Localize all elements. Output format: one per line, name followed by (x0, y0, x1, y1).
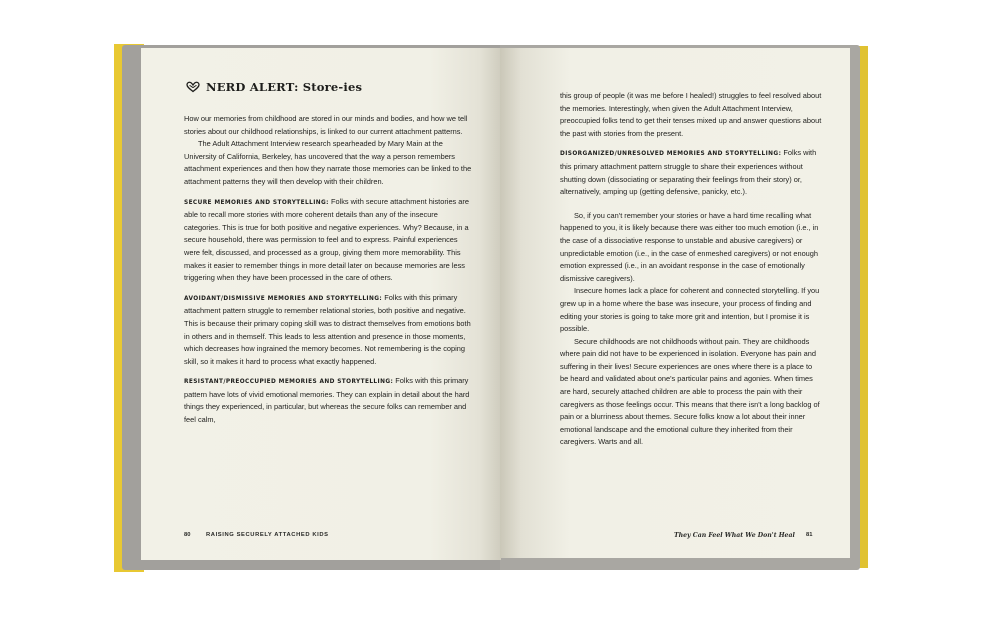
sidebar-heading (186, 80, 362, 94)
running-head-left: RAISING SECURELY ATTACHED KIDS (206, 532, 329, 538)
paragraph-resistant: RESISTANT/PREOCCUPIED MEMORIES AND STORYTELLING: Folks with this primary pattern have lots of vivid emotional memories. They can explain in detail about the hard things they experienced, in particular, but whereas the secure folks can remember and feel calm, (184, 376, 470, 425)
paragraph: So, if you can't remember your stories or have a hard time recalling what happened to you, it is likely because there was either too much emotion (i.e., in the case of a dissociative response to unstable and abusive caregivers) or unpredictable emotion (i.e., in the case of enmeshed caregivers) or not enough emotion expressed (i.e., in an avoidant response in the case of emotionally dismissive caregivers). (560, 210, 819, 283)
right-page-body (560, 90, 822, 449)
paragraph: this group of people (it was me before I healed!) struggles to feel resolved about the memories. Interestingly, when given the Adult Attachment Interview, preoccupied folks tend to get their tenses mixed up and answer questions about the past with stories from the present. (560, 91, 822, 138)
paragraph: Insecure homes lack a place for coherent and connected storytelling. If you grew up in a home where the base was insecure, your process of finding and editing your stories is going to take more grit and intention, but I promise it is possible. (560, 286, 820, 334)
paragraph-disorganized: DISORGANIZED/UNRESOLVED MEMORIES AND STORYTELLING: Folks with this primary attachment pattern struggle to share their experiences without shutting down (dissociating or separating their feelings from their story) or, alternatively, amping up (getting defensive, panicky, etc.). (560, 148, 817, 197)
paragraph: How our memories from childhood are stored in our minds and bodies, and how we tell stories about our childhood relationships, is linked to our current attachment patterns. (184, 114, 468, 136)
left-page-body (184, 113, 472, 427)
infinity-heart-icon (186, 81, 200, 93)
page-number-right: 81 (806, 532, 813, 538)
paragraph-secure: SECURE MEMORIES AND STORYTELLING: Folks with secure attachment histories are able to recall more stories with more coherent details than any of the insecure categories. This is true for both positive and negative experiences. Why? Because, in a secure household, there was permission to feel and to express. Painful experiences were felt, discussed, and processed as a group, giving them more memorability. This makes it easier to remember things in more detail later on because memories are less triggering when they have been processed in the care of others. (184, 196, 469, 283)
sidebar-title: NERD ALERT: Store-ies (206, 80, 363, 94)
paragraph-avoidant: AVOIDANT/DISMISSIVE MEMORIES AND STORYTELLING: Folks with this primary attachment pattern struggle to remember relational stories, both positive and negative. This is because their primary coping skill was to distract themselves from emotions both in others and in themself. This leads to less attention and presence in those moments, which decreases how ingrained the memory becomes. Not remembering is the coping skill, so it makes it hard to process what exactly happened. (184, 292, 471, 366)
run-in-label: RESISTANT/PREOCCUPIED MEMORIES AND STORYTELLING: (184, 379, 394, 386)
run-in-label: AVOIDANT/DISMISSIVE MEMORIES AND STORYTELLING: (184, 295, 383, 302)
running-head-right: They Can Feel What We Don't Heal (674, 532, 795, 539)
paragraph: The Adult Attachment Interview research spearheaded by Mary Main at the University of California, Berkeley, has uncovered that the way a person remembers attachment experiences and then how they narrate those memories can be linked to the attachment patterns they will then develop with their children. (184, 139, 472, 186)
run-in-label: SECURE MEMORIES AND STORYTELLING: (184, 199, 329, 206)
page-number-left: 80 (184, 532, 191, 538)
paragraph: Secure childhoods are not childhoods without pain. They are childhoods where pain did not have to be experienced in isolation. Everyone has pain and suffering in their lives! Secure experiences are ones where there is a place to be heard and validated about one's particular pains and agonies. When times are hard, securely attached children are able to process the pain with their caregivers as those feelings occur. This means that there isn't a long backlog of pain or a blurriness about themes. Secure folks know a lot about their inner emotional landscape and the emotional culture they inherited from their caregivers. Warts and all. (560, 336, 820, 447)
run-in-label: DISORGANIZED/UNRESOLVED MEMORIES AND STORYTELLING: (560, 151, 782, 158)
